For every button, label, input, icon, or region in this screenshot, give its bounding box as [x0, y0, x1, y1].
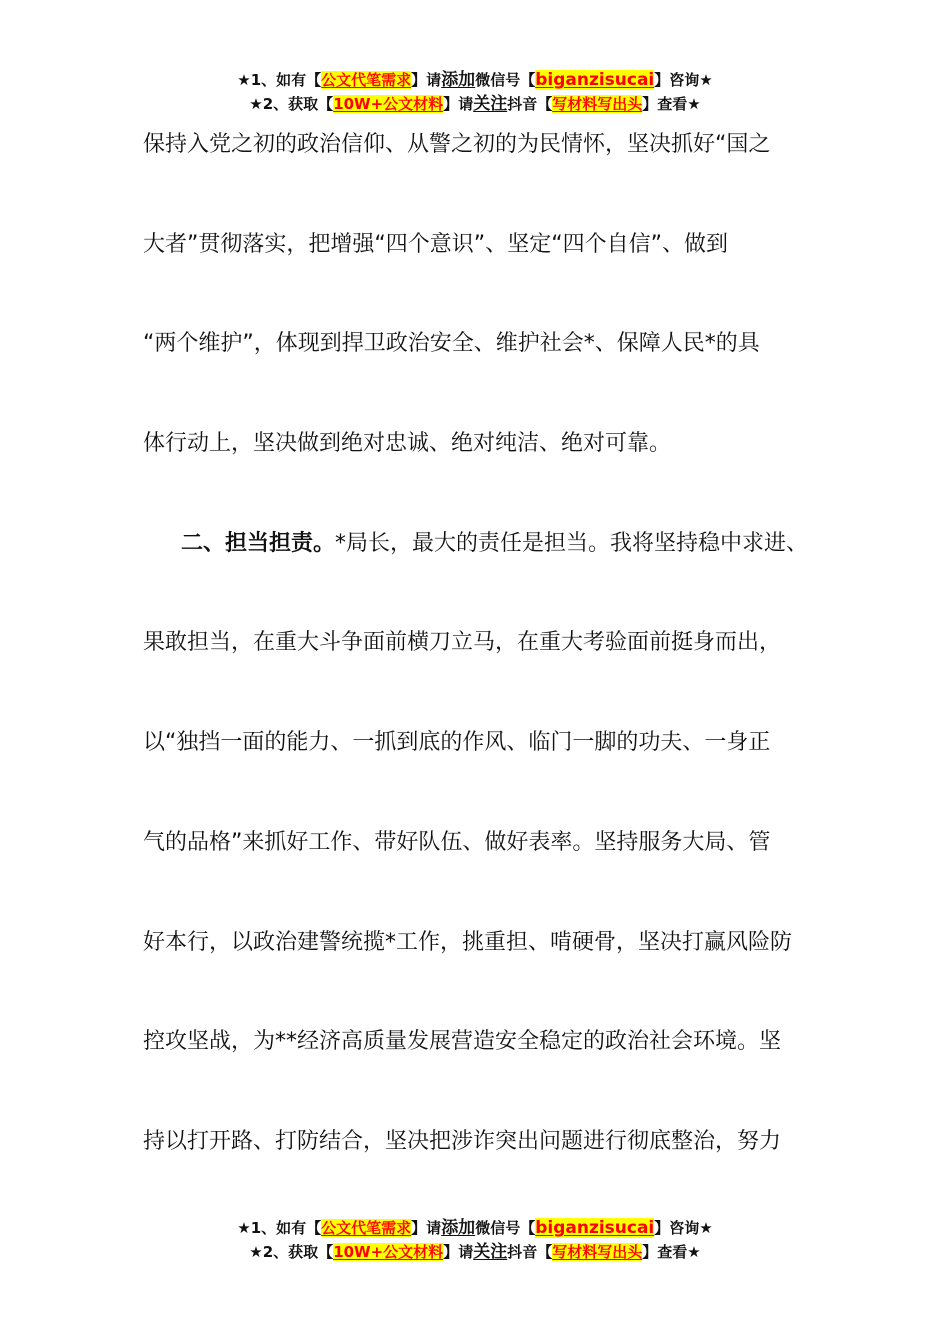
star-icon: ★ — [249, 95, 263, 113]
body-line: 控攻坚战，为**经济高质量发展营造安全稳定的政治社会环境。坚 — [143, 1029, 782, 1055]
star-icon: ★ — [237, 71, 251, 89]
footer-banner-line-2: ★2、获取【10W+公文材料】请关注抖音【写材料写出头】查看★ — [249, 1242, 701, 1262]
header-banner-line-2: ★2、获取【10W+公文材料】请关注抖音【写材料写出头】查看★ — [249, 94, 701, 114]
body-line: 持以打开路、打防结合，坚决把涉诈突出问题进行彻底整治，努力 — [143, 1128, 782, 1154]
douyin-account-highlight: 写材料写出头 — [552, 95, 643, 113]
footer-banner-line-1: ★1、如有【公文代笔需求】请添加微信号【biganzisucai】咨询★ — [237, 1218, 713, 1238]
douyin-account-highlight: 写材料写出头 — [552, 1243, 643, 1261]
add-emphasis: 添加 — [441, 70, 476, 90]
header-banner-line-1: ★1、如有【公文代笔需求】请添加微信号【biganzisucai】咨询★ — [237, 70, 713, 90]
body-line: 体行动上，坚决做到绝对忠诚、绝对纯洁、绝对可靠。 — [143, 431, 672, 457]
body-line: “两个维护”，体现到捍卫政治安全、维护社会*、保障人民*的具 — [143, 331, 760, 357]
body-line: 保持入党之初的政治信仰、从警之初的为民情怀，坚决抓好“国之 — [143, 132, 771, 157]
add-emphasis: 添加 — [441, 1218, 476, 1238]
body-line: 以“独挡一面的能力、一抓到底的作风、临门一脚的功夫、一身正 — [143, 730, 771, 756]
follow-emphasis: 关注 — [473, 1242, 508, 1262]
wechat-id-highlight: biganzisucai — [535, 70, 655, 90]
star-icon: ★ — [237, 1219, 251, 1237]
star-icon: ★ — [249, 1243, 263, 1261]
follow-emphasis: 关注 — [473, 94, 508, 114]
section-heading: 二、担当担责。 — [181, 530, 336, 556]
body-line: 果敢担当，在重大斗争面前横刀立马，在重大考验面前挺身而出， — [143, 630, 782, 656]
body-line: 大者”贯彻落实，把增强“四个意识”、坚定“四个自信”、做到 — [143, 231, 728, 257]
ghostwriting-highlight: 公文代笔需求 — [321, 71, 412, 89]
materials-highlight: 10W+公文材料 — [333, 95, 444, 113]
footer-banner — [0, 1216, 950, 1264]
section-first-line: 二、担当担责。*局长，最大的责任是担当。我将坚持稳中求进、 — [181, 530, 809, 556]
header-banner — [0, 68, 950, 116]
ghostwriting-highlight: 公文代笔需求 — [321, 1219, 412, 1237]
wechat-id-highlight: biganzisucai — [535, 1218, 655, 1238]
body-line: 气的品格”来抓好工作、带好队伍、做好表率。坚持服务大局、管 — [143, 829, 771, 855]
body-line: 好本行，以政治建警统揽*工作，挑重担、啃硬骨，坚决打赢风险防 — [143, 929, 793, 955]
materials-highlight: 10W+公文材料 — [333, 1243, 444, 1261]
document-body — [143, 122, 823, 1219]
